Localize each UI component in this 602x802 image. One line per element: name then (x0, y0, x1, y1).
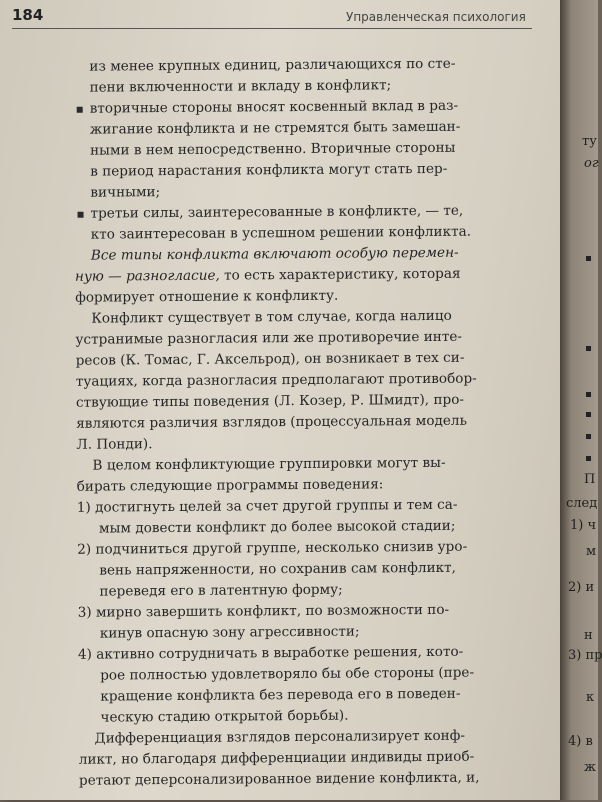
text-line: вичными; (90, 184, 161, 201)
running-head: Управленческая психология (346, 10, 526, 24)
text-line: кращение конфликта без перевода его в поведен- (100, 685, 461, 705)
facing-page-fragment: 4) в (568, 734, 593, 749)
text-line: Дифференциация взглядов персонализирует конф- (94, 727, 465, 747)
text-line: мым довести конфликт до более высокой стадии; (98, 517, 456, 537)
line-tail: то есть характеристику, которая (219, 265, 461, 284)
facing-page-fragment: 3) пр (568, 648, 602, 663)
text-line: жигание конфликта и не стремятся быть замешан- (89, 118, 461, 138)
text-line: ными в нем непосредственно. Вторичные стороны (89, 139, 456, 159)
text-line: Все типы конфликта включают особую перемен- (90, 244, 459, 264)
text-line: ликт, но благодаря дифференциации индивиды приоб- (78, 748, 475, 768)
text-line: третьи силы, заинтересованные в конфликте, — те, (90, 202, 464, 222)
numbered-item: 2) подчиниться другой группе, несколько снизив уро- (77, 538, 468, 558)
text-line: переведя его в латентную форму; (99, 581, 343, 600)
numbered-item: 4) активно сотрудничать в выработке решения, кото- (77, 643, 464, 663)
bullet-marker (78, 212, 84, 218)
text-line: формирует отношение к конфликту. (75, 287, 339, 306)
facing-page-edge (560, 0, 602, 800)
bullet-marker (586, 392, 591, 397)
facing-page-fragment: к (586, 690, 595, 705)
text-line: рое полностью удовлетворяло бы обе стороны (пре- (100, 664, 475, 684)
bullet-marker (586, 346, 591, 351)
facing-page-fragment: н (584, 628, 593, 643)
bullet-marker (77, 107, 83, 113)
text-line: бирать следующие программы поведения: (76, 476, 384, 495)
facing-page-fragment: след (566, 496, 598, 511)
text-line: пени включенности и вкладу в конфликт; (89, 77, 392, 96)
text-line: кто заинтересован в успешном решении конфликта. (90, 223, 472, 243)
text-line: вторичные стороны вносят косвенный вклад в раз- (89, 97, 459, 117)
text-line: вень напряженности, но сохранив сам конфликт, (99, 559, 457, 579)
text-line: из менее крупных единиц, различающихся по сте- (89, 55, 456, 75)
facing-page-fragment: 1) ч (570, 518, 597, 533)
facing-page-fragment: ту (582, 134, 597, 149)
facing-page-fragment: ж (584, 760, 596, 775)
text-line (75, 265, 461, 286)
text-line: кинув опасную зону агрессивности; (99, 623, 360, 642)
page-number: 184 (12, 6, 44, 24)
text-line: в период нарастания конфликта могут стать пер- (90, 160, 448, 180)
facing-page-fragment: м (586, 544, 597, 559)
facing-page-fragment: П (584, 472, 596, 487)
text-line: ческую стадию открытой борьбы). (100, 707, 349, 726)
text-line: Л. Понди). (76, 436, 153, 453)
bullet-marker (586, 412, 591, 417)
text-line: являются различия взглядов (процессуальная модель (76, 412, 468, 432)
facing-page-fragment: 2) и (568, 580, 595, 595)
text-line: Конфликт существует в том случае, когда налицо (91, 307, 452, 327)
text-line: ретают деперсонализированное видение конфликта, и, (78, 769, 480, 789)
bullet-marker (586, 256, 591, 261)
bullet-marker (586, 434, 591, 439)
text-line: В целом конфликтующие группировки могут вы- (92, 454, 446, 474)
text-line: туациях, когда разногласия предполагают противобор- (75, 370, 477, 390)
bullet-marker (586, 456, 591, 461)
text-line: ствующие типы поведения (Л. Козер, Р. Шмидт), про- (75, 391, 465, 411)
italic-phrase: ную — разногласие, (74, 267, 220, 285)
text-line: ресов (К. Томас, Г. Аксельрод), он возникает в тех си- (75, 349, 465, 369)
text-line: устранимые разногласия или же противоречие инте- (75, 328, 463, 348)
numbered-item: 3) мирно завершить конфликт, по возможности по- (77, 601, 450, 621)
facing-page-fragment: ог (584, 156, 599, 171)
numbered-item: 1) достигнуть целей за счет другой группы и тем са- (76, 496, 458, 516)
